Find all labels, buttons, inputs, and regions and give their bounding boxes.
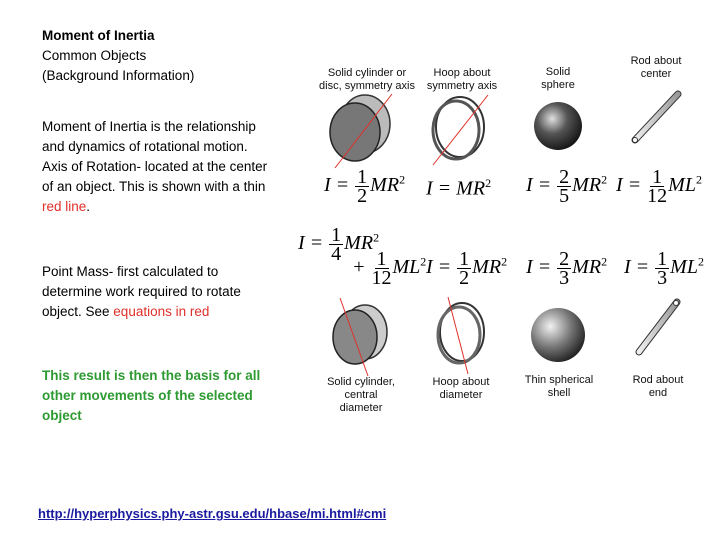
hoop-axis-figure <box>433 95 488 165</box>
basis-text: This result is then the basis for all other movements of the selected object <box>42 368 261 423</box>
solid-cylinder-diameter-figure <box>333 298 387 376</box>
eq-solid-sphere: I = $\frac{2}{5}$ $MR^2$ <box>526 166 608 207</box>
title-background: (Background Information) <box>42 68 195 83</box>
eq-thin-shell: I = $\frac{2}{3}$ $MR^2$ <box>526 248 608 289</box>
title-main: Moment of Inertia <box>42 28 155 43</box>
rod-end-figure <box>639 301 679 353</box>
eq-solid-cylinder-diameter: I = $\frac{1}{4}$ $MR^2$ <box>298 224 380 265</box>
thin-shell-figure <box>531 308 585 362</box>
solid-cylinder-axis-figure <box>330 94 392 168</box>
solid-sphere-figure <box>534 102 582 150</box>
label-rod-center: Rod about center <box>630 55 682 80</box>
definition-text: Moment of Inertia is the relationship and dynamics of rotational motion. <box>42 119 256 154</box>
axis-period: . <box>86 199 91 214</box>
hoop-diameter-figure <box>438 297 484 374</box>
point-mass-description: Point Mass- first calculated to determine work required to rotate object. See <box>42 264 241 319</box>
title-sub: Common Objects <box>42 48 147 63</box>
hyperphysics-link[interactable]: http://hyperphysics.phy-astr.gsu.edu/hbase/mi.html#cmi <box>38 506 387 521</box>
eq-rod-end: I = $\frac{1}{3}$ $ML^2$ <box>624 248 704 289</box>
eq-solid-cylinder-axis: I = $\frac{1}{2}$ $MR^2$ <box>324 166 406 207</box>
label-solid-cylinder-axis: Solid cylinder or disc, symmetry axis <box>319 67 415 92</box>
label-rod-end: Rod about end <box>632 374 684 399</box>
rod-center-figure <box>633 94 679 143</box>
label-solid-cylinder-diameter: Solid cylinder, central diameter <box>327 376 395 414</box>
label-hoop-axis: Hoop about symmetry axis <box>426 67 498 92</box>
eq-rod-center: I = $\frac{1}{12}$ $ML^2$ <box>616 166 702 207</box>
label-thin-shell: Thin spherical shell <box>524 374 594 399</box>
eq-solid-cylinder-diameter-rod-term: + $\frac{1}{12}$ $ML^2$ <box>352 248 427 289</box>
label-solid-sphere: Solid sphere <box>541 66 575 91</box>
axis-description: Axis of Rotation- located at the center of an object. This is shown with a thin <box>42 159 268 194</box>
red-line-text: red line <box>42 199 87 214</box>
equations-in-red: equations in red <box>113 304 210 319</box>
eq-hoop-axis: $I = MR^2$ <box>426 176 492 200</box>
label-hoop-diameter: Hoop about diameter <box>432 376 490 401</box>
eq-hoop-diameter: I = $\frac{1}{2}$ $MR^2$ <box>426 248 508 289</box>
